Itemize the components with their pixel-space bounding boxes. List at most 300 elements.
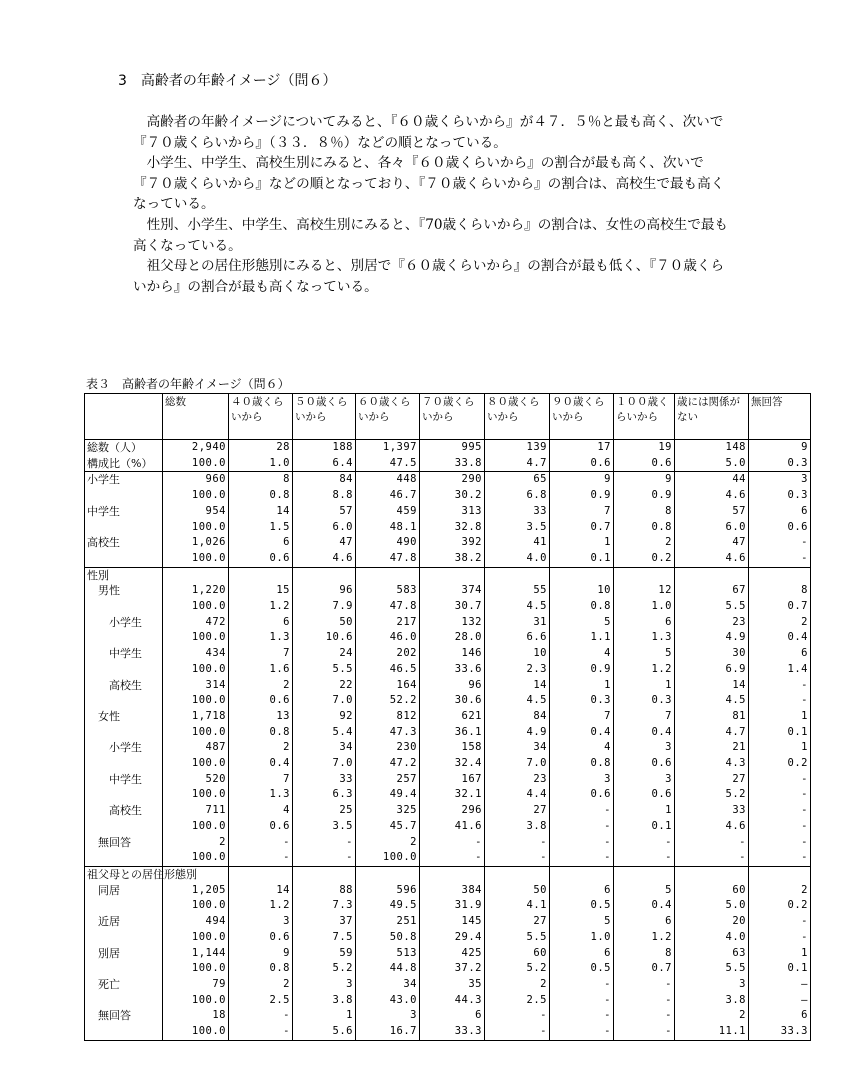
table-cell: 47.5 bbox=[356, 456, 420, 472]
table-cell: 10.6 bbox=[293, 630, 356, 646]
table-cell: 4 bbox=[550, 646, 614, 662]
table-cell: 50 bbox=[293, 615, 356, 631]
table-cell: 47.8 bbox=[356, 599, 420, 615]
row-label: 高校生 bbox=[85, 535, 163, 551]
table-cell: 3 bbox=[356, 1008, 420, 1024]
table-cell: 30.6 bbox=[420, 693, 485, 709]
table-cell: 16.7 bbox=[356, 1024, 420, 1040]
table-cell: 0.8 bbox=[550, 756, 614, 772]
table-row bbox=[85, 504, 811, 520]
table-cell: 100.0 bbox=[163, 819, 229, 835]
table-cell: 6.0 bbox=[675, 520, 749, 536]
table-cell: 27 bbox=[675, 772, 749, 788]
table-cell: 63 bbox=[675, 946, 749, 962]
table-cell: 46.7 bbox=[356, 488, 420, 504]
table-cell: 6.6 bbox=[485, 630, 550, 646]
row-label: 小学生 bbox=[85, 615, 163, 631]
table-cell: 8 bbox=[614, 946, 675, 962]
table-cell bbox=[675, 866, 749, 882]
table-cell: 188 bbox=[293, 440, 356, 456]
table-row bbox=[85, 615, 811, 631]
table-cell: 30.2 bbox=[420, 488, 485, 504]
table-cell: 100.0 bbox=[163, 993, 229, 1009]
table-cell: 24 bbox=[293, 646, 356, 662]
table-cell: 0.6 bbox=[550, 787, 614, 803]
table-cell: 0.4 bbox=[614, 898, 675, 914]
table-cell: 100.0 bbox=[163, 961, 229, 977]
table-cell: - bbox=[749, 914, 811, 930]
column-header-text: １００歳くらいから bbox=[616, 396, 669, 423]
table-cell: 459 bbox=[356, 504, 420, 520]
table-cell: - bbox=[749, 930, 811, 946]
table-cell: 290 bbox=[420, 472, 485, 488]
table-cell: 3 bbox=[550, 772, 614, 788]
table-cell: 4.6 bbox=[293, 551, 356, 567]
column-header-text: 歳には関係がない bbox=[677, 396, 740, 423]
table-cell: 4.9 bbox=[675, 630, 749, 646]
table-cell: 5.6 bbox=[293, 1024, 356, 1040]
table-row bbox=[85, 977, 811, 993]
table-cell: 448 bbox=[356, 472, 420, 488]
table-cell: 17 bbox=[550, 440, 614, 456]
table-cell: 2.5 bbox=[485, 993, 550, 1009]
table-row bbox=[85, 567, 811, 583]
table-cell: 0.6 bbox=[614, 456, 675, 472]
table-row bbox=[85, 803, 811, 819]
table-cell: - bbox=[229, 1024, 293, 1040]
table-cell: 100.0 bbox=[163, 456, 229, 472]
table-cell: 3 bbox=[749, 472, 811, 488]
table-cell: 9 bbox=[749, 440, 811, 456]
table-cell: 1,220 bbox=[163, 583, 229, 599]
column-header bbox=[550, 394, 614, 440]
table-cell: 3.5 bbox=[293, 819, 356, 835]
table-cell: 2 bbox=[229, 740, 293, 756]
table-cell: 5.2 bbox=[485, 961, 550, 977]
table-cell: 1.0 bbox=[614, 599, 675, 615]
table-cell: - bbox=[420, 850, 485, 866]
row-label: 死亡 bbox=[85, 977, 163, 993]
table-cell: 1 bbox=[749, 740, 811, 756]
table-cell: 25 bbox=[293, 803, 356, 819]
row-label bbox=[85, 1024, 163, 1040]
table-cell bbox=[614, 866, 675, 882]
row-label: 無回答 bbox=[85, 835, 163, 851]
table-cell: 6.0 bbox=[293, 520, 356, 536]
table-row bbox=[85, 914, 811, 930]
table-cell: 6 bbox=[550, 946, 614, 962]
table-cell: 202 bbox=[356, 646, 420, 662]
table-cell: 9 bbox=[550, 472, 614, 488]
table-cell: 2.5 bbox=[229, 993, 293, 1009]
table-cell bbox=[356, 567, 420, 583]
table-cell: - bbox=[749, 772, 811, 788]
section-heading: 3 高齢者の年齢イメージ（問６） bbox=[118, 73, 337, 89]
table-cell: 5.5 bbox=[675, 961, 749, 977]
table-row bbox=[85, 930, 811, 946]
table-caption: 表３ 高齢者の年齢イメージ（問６） bbox=[86, 377, 290, 391]
table-row bbox=[85, 1024, 811, 1040]
table-cell: 48.1 bbox=[356, 520, 420, 536]
table-cell: 4 bbox=[550, 740, 614, 756]
table-cell: 0.3 bbox=[749, 488, 811, 504]
table-cell: 513 bbox=[356, 946, 420, 962]
table-cell: 314 bbox=[163, 678, 229, 694]
table-cell: 0.8 bbox=[550, 599, 614, 615]
table-cell: 158 bbox=[420, 740, 485, 756]
table-cell: 37.2 bbox=[420, 961, 485, 977]
table-cell: 1.6 bbox=[229, 662, 293, 678]
table-cell: 4.4 bbox=[485, 787, 550, 803]
table-row bbox=[85, 599, 811, 615]
table-cell: 487 bbox=[163, 740, 229, 756]
table-cell: 960 bbox=[163, 472, 229, 488]
table-cell: 34 bbox=[293, 740, 356, 756]
table-cell: 2 bbox=[749, 883, 811, 899]
table-cell: 6.9 bbox=[675, 662, 749, 678]
table-cell: 33.3 bbox=[749, 1024, 811, 1040]
table-cell: 30 bbox=[675, 646, 749, 662]
table-cell: 0.7 bbox=[550, 520, 614, 536]
table-cell: 0.4 bbox=[614, 725, 675, 741]
table-cell: 374 bbox=[420, 583, 485, 599]
table-cell: 1 bbox=[749, 946, 811, 962]
table-cell: 148 bbox=[675, 440, 749, 456]
table-cell: - bbox=[614, 850, 675, 866]
table-cell: 11.1 bbox=[675, 1024, 749, 1040]
table-cell: 812 bbox=[356, 709, 420, 725]
table-cell: 4 bbox=[229, 803, 293, 819]
table-row bbox=[85, 850, 811, 866]
table-cell: 132 bbox=[420, 615, 485, 631]
table-cell: 49.5 bbox=[356, 898, 420, 914]
table-cell: 46.0 bbox=[356, 630, 420, 646]
table-cell: 494 bbox=[163, 914, 229, 930]
table-cell: 96 bbox=[293, 583, 356, 599]
table-cell: 65 bbox=[485, 472, 550, 488]
table-cell: 257 bbox=[356, 772, 420, 788]
table-cell: 14 bbox=[229, 504, 293, 520]
table-cell: 100.0 bbox=[163, 599, 229, 615]
table-cell: 1,718 bbox=[163, 709, 229, 725]
table-cell: 38.2 bbox=[420, 551, 485, 567]
table-cell: 5.0 bbox=[675, 456, 749, 472]
column-header bbox=[85, 394, 163, 440]
table-cell: 2.3 bbox=[485, 662, 550, 678]
row-label: 女性 bbox=[85, 709, 163, 725]
table-cell: 21 bbox=[675, 740, 749, 756]
table-cell: 3 bbox=[229, 914, 293, 930]
table-cell: 1.4 bbox=[749, 662, 811, 678]
table-cell: - bbox=[485, 850, 550, 866]
table-cell: 2 bbox=[163, 835, 229, 851]
row-label: 小学生 bbox=[85, 740, 163, 756]
table-row bbox=[85, 630, 811, 646]
table-cell: 47.3 bbox=[356, 725, 420, 741]
table-cell: 325 bbox=[356, 803, 420, 819]
table-cell: 45.7 bbox=[356, 819, 420, 835]
table-cell: 7 bbox=[614, 709, 675, 725]
table-cell: 14 bbox=[485, 678, 550, 694]
table-cell: 4.3 bbox=[675, 756, 749, 772]
table-cell: 41 bbox=[485, 535, 550, 551]
table-cell: 7 bbox=[229, 772, 293, 788]
table-cell: 32.4 bbox=[420, 756, 485, 772]
table-row bbox=[85, 772, 811, 788]
column-header bbox=[485, 394, 550, 440]
row-label bbox=[85, 787, 163, 803]
table-cell: 79 bbox=[163, 977, 229, 993]
table-cell: 23 bbox=[485, 772, 550, 788]
table-cell: 100.0 bbox=[163, 551, 229, 567]
table-cell: 2 bbox=[749, 615, 811, 631]
table-cell: - bbox=[614, 1008, 675, 1024]
table-cell: 44 bbox=[675, 472, 749, 488]
table-cell: - bbox=[293, 850, 356, 866]
table-cell: 4.0 bbox=[485, 551, 550, 567]
paragraph: 祖父母との居住形態別にみると、別居で『６０歳くらいから』の割合が最も低く、『７０歳くらいから』の割合が最も高くなっている。 bbox=[133, 258, 725, 295]
table-cell: 100.0 bbox=[163, 630, 229, 646]
table-cell: 3 bbox=[293, 977, 356, 993]
row-label bbox=[85, 488, 163, 504]
table-cell: 1,026 bbox=[163, 535, 229, 551]
table-cell: 4.5 bbox=[485, 693, 550, 709]
table-row bbox=[85, 819, 811, 835]
table-cell: 1.2 bbox=[614, 930, 675, 946]
row-label: 性別 bbox=[85, 567, 163, 583]
table-cell: 34 bbox=[485, 740, 550, 756]
table-cell: 46.5 bbox=[356, 662, 420, 678]
table-cell: 1 bbox=[550, 535, 614, 551]
table-cell: 55 bbox=[485, 583, 550, 599]
table-cell: 4.1 bbox=[485, 898, 550, 914]
table-cell: - bbox=[485, 835, 550, 851]
table-cell: 100.0 bbox=[163, 898, 229, 914]
table-cell: 9 bbox=[614, 472, 675, 488]
table-cell: 33 bbox=[675, 803, 749, 819]
table-cell: - bbox=[550, 1024, 614, 1040]
table-row bbox=[85, 662, 811, 678]
table-cell: 31.9 bbox=[420, 898, 485, 914]
table-cell: 57 bbox=[675, 504, 749, 520]
table-cell: 7.0 bbox=[293, 756, 356, 772]
table-cell: 6 bbox=[614, 914, 675, 930]
table-cell: 8 bbox=[229, 472, 293, 488]
table-cell bbox=[485, 866, 550, 882]
table-cell: - bbox=[550, 993, 614, 1009]
table-cell: 3.8 bbox=[675, 993, 749, 1009]
table-cell: 0.2 bbox=[749, 898, 811, 914]
table-cell bbox=[229, 567, 293, 583]
row-label: 同居 bbox=[85, 883, 163, 899]
table-cell: 30.7 bbox=[420, 599, 485, 615]
table-cell: 7.0 bbox=[293, 693, 356, 709]
table-cell: 1.3 bbox=[229, 787, 293, 803]
table-cell: 1.5 bbox=[229, 520, 293, 536]
table-row bbox=[85, 866, 811, 882]
table-cell: - bbox=[420, 835, 485, 851]
table-cell: 5.5 bbox=[485, 930, 550, 946]
table-cell bbox=[550, 567, 614, 583]
table-cell: 4.7 bbox=[675, 725, 749, 741]
table-cell: 100.0 bbox=[163, 1024, 229, 1040]
table-row bbox=[85, 520, 811, 536]
row-label: 近居 bbox=[85, 914, 163, 930]
table-cell: 5.4 bbox=[293, 725, 356, 741]
table-cell: 44.8 bbox=[356, 961, 420, 977]
table-body bbox=[85, 440, 811, 1041]
table-cell: 6 bbox=[229, 535, 293, 551]
table-row bbox=[85, 646, 811, 662]
column-header bbox=[293, 394, 356, 440]
table-cell: 0.3 bbox=[749, 456, 811, 472]
row-label: 中学生 bbox=[85, 646, 163, 662]
table-row bbox=[85, 472, 811, 488]
table-cell: 100.0 bbox=[163, 488, 229, 504]
paragraph: 高齢者の年齢イメージについてみると、『６０歳くらいから』が４７．５％と最も高く、次いで『７０歳くらいから』（３３．８％）などの順となっている。 bbox=[133, 114, 724, 151]
data-table bbox=[84, 393, 811, 1041]
table-cell: 15 bbox=[229, 583, 293, 599]
table-cell: 3.8 bbox=[485, 819, 550, 835]
table-cell bbox=[749, 567, 811, 583]
table-cell: 3 bbox=[675, 977, 749, 993]
table-cell: - bbox=[485, 1024, 550, 1040]
row-label: 別居 bbox=[85, 946, 163, 962]
table-cell: 472 bbox=[163, 615, 229, 631]
table-cell: 5.5 bbox=[293, 662, 356, 678]
table-cell: 1.0 bbox=[229, 456, 293, 472]
row-label bbox=[85, 819, 163, 835]
table-cell: 711 bbox=[163, 803, 229, 819]
table-cell bbox=[749, 866, 811, 882]
table-cell: 0.7 bbox=[749, 599, 811, 615]
table-cell: - bbox=[485, 1008, 550, 1024]
table-cell: - bbox=[749, 819, 811, 835]
table-cell: - bbox=[675, 835, 749, 851]
table-cell: 59 bbox=[293, 946, 356, 962]
table-cell: - bbox=[550, 977, 614, 993]
column-header: 総数 bbox=[163, 394, 229, 440]
table-cell: 4.6 bbox=[675, 551, 749, 567]
table-cell: - bbox=[675, 850, 749, 866]
table-cell: 35 bbox=[420, 977, 485, 993]
table-cell: 0.6 bbox=[229, 930, 293, 946]
table-cell: 7.9 bbox=[293, 599, 356, 615]
table-cell: 2 bbox=[675, 1008, 749, 1024]
table-cell: 4.6 bbox=[675, 488, 749, 504]
table-cell bbox=[614, 567, 675, 583]
table-cell: 100.0 bbox=[163, 787, 229, 803]
row-label: 総数（人） bbox=[85, 440, 163, 456]
table-cell bbox=[293, 567, 356, 583]
table-cell: 392 bbox=[420, 535, 485, 551]
table-cell: 1.2 bbox=[614, 662, 675, 678]
table-cell bbox=[420, 866, 485, 882]
table-row bbox=[85, 883, 811, 899]
table-cell: 92 bbox=[293, 709, 356, 725]
table-cell: 2 bbox=[485, 977, 550, 993]
table-cell: 0.8 bbox=[229, 961, 293, 977]
table-cell: 954 bbox=[163, 504, 229, 520]
table-cell: 1,397 bbox=[356, 440, 420, 456]
table-cell: 44.3 bbox=[420, 993, 485, 1009]
table-cell: - bbox=[614, 977, 675, 993]
paragraph: 小学生、中学生、高校生別にみると、各々『６０歳くらいから』の割合が最も高く、次いで『７０歳くらいから』などの順となっており、『７０歳くらいから』の割合は、高校生で最も高くなっている。 bbox=[133, 155, 725, 213]
table-cell bbox=[550, 866, 614, 882]
table-cell: 34 bbox=[356, 977, 420, 993]
table-cell: 425 bbox=[420, 946, 485, 962]
table-cell: 596 bbox=[356, 883, 420, 899]
row-label: 高校生 bbox=[85, 803, 163, 819]
table-cell: 5 bbox=[550, 615, 614, 631]
table-cell: - bbox=[229, 850, 293, 866]
table-cell: 0.5 bbox=[550, 961, 614, 977]
row-label bbox=[85, 551, 163, 567]
table-cell bbox=[163, 567, 229, 583]
table-cell: - bbox=[614, 1024, 675, 1040]
row-label bbox=[85, 756, 163, 772]
paragraph: 性別、小学生、中学生、高校生別にみると、『70歳くらいから』の割合は、女性の高校生で最も高くなっている。 bbox=[133, 216, 729, 254]
table-cell: 36.1 bbox=[420, 725, 485, 741]
table-cell: 1,144 bbox=[163, 946, 229, 962]
table-cell: 47 bbox=[293, 535, 356, 551]
table-cell: 14 bbox=[675, 678, 749, 694]
table-cell: 28.0 bbox=[420, 630, 485, 646]
table-cell: - bbox=[229, 835, 293, 851]
table-cell: 520 bbox=[163, 772, 229, 788]
table-cell: 0.9 bbox=[614, 488, 675, 504]
table-cell: 0.8 bbox=[229, 725, 293, 741]
table-cell: 0.6 bbox=[229, 693, 293, 709]
table-row bbox=[85, 488, 811, 504]
table-cell: 33 bbox=[485, 504, 550, 520]
table-cell: 52.2 bbox=[356, 693, 420, 709]
table-cell: 0.6 bbox=[749, 520, 811, 536]
table-cell: - bbox=[749, 551, 811, 567]
table-cell bbox=[485, 567, 550, 583]
table-cell: 3 bbox=[614, 740, 675, 756]
column-header bbox=[420, 394, 485, 440]
table-cell: 296 bbox=[420, 803, 485, 819]
table-row bbox=[85, 440, 811, 456]
table-cell: 0.8 bbox=[614, 520, 675, 536]
table-cell bbox=[229, 866, 293, 882]
table-cell: 1.1 bbox=[550, 630, 614, 646]
table-cell: 28 bbox=[229, 440, 293, 456]
table-cell: - bbox=[749, 835, 811, 851]
table-cell: 313 bbox=[420, 504, 485, 520]
table-header-row bbox=[85, 394, 811, 440]
table-cell: 84 bbox=[485, 709, 550, 725]
table-cell: 146 bbox=[420, 646, 485, 662]
table-cell: - bbox=[749, 535, 811, 551]
table-cell: 0.1 bbox=[749, 725, 811, 741]
table-cell: 0.7 bbox=[614, 961, 675, 977]
table-cell: 31 bbox=[485, 615, 550, 631]
table-cell: 23 bbox=[675, 615, 749, 631]
table-cell: 217 bbox=[356, 615, 420, 631]
table-cell: 81 bbox=[675, 709, 749, 725]
table-row bbox=[85, 961, 811, 977]
table-cell: 0.6 bbox=[550, 456, 614, 472]
table-cell: 27 bbox=[485, 914, 550, 930]
table-cell: 0.4 bbox=[550, 725, 614, 741]
table-cell: 0.6 bbox=[614, 756, 675, 772]
table-cell: 5.2 bbox=[675, 787, 749, 803]
table-cell: 100.0 bbox=[163, 725, 229, 741]
row-label: 小学生 bbox=[85, 472, 163, 488]
table-cell: 7 bbox=[550, 709, 614, 725]
